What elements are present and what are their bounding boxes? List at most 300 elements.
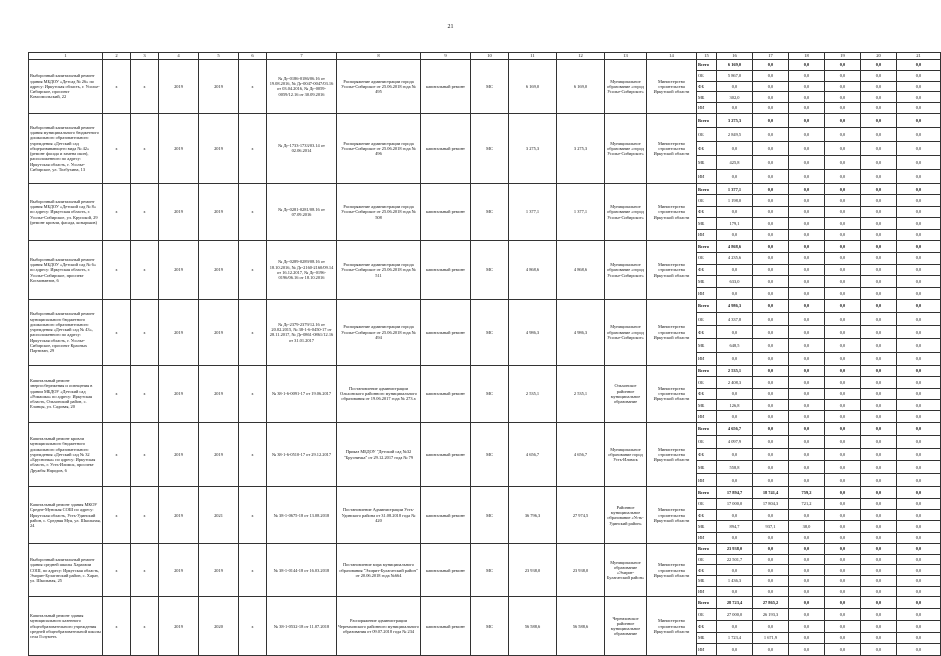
expertise-doc: № Дг-0281-0281/08.16 от 07.09.2016 — [267, 183, 337, 240]
year-end: 2019 — [199, 299, 239, 365]
funding-amount: 0,0 — [897, 544, 941, 555]
funding-amount: 0,0 — [897, 141, 941, 155]
funding-amount: 0,0 — [753, 565, 789, 576]
funding-amount: 0,0 — [717, 229, 753, 240]
funding-amount: 0,0 — [789, 141, 825, 155]
funding-amount: 0,0 — [717, 264, 753, 276]
funding-amount: 0,0 — [897, 435, 941, 448]
column-number: 11 — [509, 53, 557, 60]
funding-amount: 0,0 — [789, 264, 825, 276]
funding-amount: 0,0 — [897, 183, 941, 194]
funding-amount: 0,0 — [861, 448, 897, 461]
funding-amount: 0,0 — [897, 352, 941, 365]
funding-source: ИИ — [697, 474, 717, 487]
funding-source: Всего — [697, 60, 717, 71]
funding-amount: 0,0 — [897, 206, 941, 217]
funding-amount: 0,0 — [717, 510, 753, 521]
funding-amount: 0,0 — [753, 103, 789, 114]
responsible-ministry: Министерство строительства Иркутской области — [647, 299, 697, 365]
funding-source: ОБ — [697, 435, 717, 448]
funding-amount: 0,0 — [897, 365, 941, 376]
estimated-cost: 4 986,3 — [509, 299, 557, 365]
funding-amount: 0,0 — [897, 377, 941, 388]
funding-amount: 937,1 — [753, 521, 789, 532]
funding-amount: 1 671,9 — [753, 632, 789, 644]
funding-source: Всего — [697, 597, 717, 609]
funding-amount: 0,0 — [789, 276, 825, 288]
funding-source: МБ — [697, 218, 717, 229]
work-type: капитальный ремонт — [421, 487, 471, 544]
funding-amount: 18 741,4 — [753, 487, 789, 498]
funding-amount: 0,0 — [789, 339, 825, 352]
funding-amount: 302,0 — [717, 92, 753, 103]
remaining-cost: 6 169,0 — [557, 60, 605, 114]
year-start: 2019 — [159, 240, 199, 299]
funding-amount: 1 377,1 — [717, 183, 753, 194]
cell-x: х — [239, 544, 267, 597]
expertise-doc: № Дг-0289-0289/08.16 от 18.10.2016, № Дг-2160-2160/09.14 от 16.12.2017, № Дг-0196-0196/06.16 от 18.10.2016 — [267, 240, 337, 299]
funding-amount: 0,0 — [789, 195, 825, 206]
funding-amount: 2 535,1 — [717, 365, 753, 376]
responsible-ministry: Министерство строительства Иркутской области — [647, 487, 697, 544]
funding-amount: 0,0 — [897, 422, 941, 435]
funding-amount: 23 938,0 — [717, 544, 753, 555]
estimated-cost: 6 169,0 — [509, 60, 557, 114]
funding-amount: 0,0 — [825, 510, 861, 521]
responsible-ministry: Министерство строительства Иркутской области — [647, 240, 697, 299]
responsible-ministry: Министерство строительства Иркутской области — [647, 422, 697, 486]
funding-amount: 0,0 — [897, 81, 941, 92]
funding-amount: 0,0 — [861, 474, 897, 487]
funding-amount: 179,1 — [717, 218, 753, 229]
funding-amount: 0,0 — [717, 388, 753, 399]
funding-source: ОБ — [697, 498, 717, 509]
cell-x: х — [131, 113, 159, 183]
funding-source: ИИ — [697, 169, 717, 183]
estimated-cost: 1 377,1 — [509, 183, 557, 240]
funding-amount: 0,0 — [861, 169, 897, 183]
funding-amount: 0,0 — [825, 218, 861, 229]
funding-amount: 0,0 — [789, 461, 825, 474]
funding-amount: 0,0 — [753, 169, 789, 183]
funding-amount: 0,0 — [897, 576, 941, 587]
funding-amount: 0,0 — [789, 411, 825, 422]
funding-amount: 0,0 — [825, 597, 861, 609]
funding-amount: 0,0 — [825, 644, 861, 656]
funding-source: ИИ — [697, 411, 717, 422]
funding-amount: 0,0 — [897, 339, 941, 352]
funding-amount: 0,0 — [753, 620, 789, 632]
funding-amount: 0,0 — [717, 81, 753, 92]
funding-amount: 27 000,0 — [717, 608, 753, 620]
column-number-row — [29, 53, 941, 60]
funding-amount: 17 804,3 — [753, 498, 789, 509]
municipality: Муниципальное образование «город Усолье-Сибирское» — [605, 240, 647, 299]
column-number: 7 — [267, 53, 337, 60]
responsible-ministry: Министерство строительства Иркутской области — [647, 60, 697, 114]
funding-amount: 0,0 — [897, 103, 941, 114]
funding-amount: 0,0 — [861, 388, 897, 399]
object-name: Выборочный капитальный ремонт здания МБДОУ «Детский сад № 8» по адресу: Иркутская область, г. Усолье-Сибирское, ул. Крупской, 29 (ремонт кровли, фасада, козырьков) — [29, 183, 103, 240]
funding-amount: 0,0 — [897, 411, 941, 422]
funding-amount: 0,0 — [897, 620, 941, 632]
object-name: Капитальный ремонт здания МКОУ Средне-Мунокая СОШ по адресу: Иркутская область, Усть-Удинский район, с. Средняя Муя, ул. Школьная, 24 — [29, 487, 103, 544]
funding-amount: 0,0 — [861, 81, 897, 92]
funding-source: ФБ — [697, 206, 717, 217]
funding-amount: 0,0 — [753, 510, 789, 521]
funding-amount: 0,0 — [825, 103, 861, 114]
column-number: 3 — [131, 53, 159, 60]
funding-source: МБ — [697, 632, 717, 644]
funding-amount: 0,0 — [897, 299, 941, 312]
funding-amount: 648,5 — [717, 339, 753, 352]
funding-amount: 2 408,3 — [717, 377, 753, 388]
year-end: 2019 — [199, 422, 239, 486]
cell-x: х — [239, 365, 267, 422]
funding-source: МБ — [697, 400, 717, 411]
remaining-cost: 27 974,5 — [557, 487, 605, 544]
funding-amount: 0,0 — [789, 92, 825, 103]
funding-amount: 0,0 — [825, 339, 861, 352]
funding-amount: 0,0 — [789, 127, 825, 141]
cell-x: х — [131, 487, 159, 544]
responsible-ministry: Министерство строительства Иркутской области — [647, 183, 697, 240]
funding-amount: 0,0 — [753, 377, 789, 388]
funding-source: Всего — [697, 183, 717, 194]
funding-amount: 38,0 — [789, 521, 825, 532]
funding-source: Всего — [697, 422, 717, 435]
funding-amount: 0,0 — [861, 127, 897, 141]
funding-amount: 0,0 — [861, 608, 897, 620]
funding-amount: 0,0 — [753, 339, 789, 352]
expertise-doc: № 38-1-6-0091-17 от 19.06.2017 — [267, 365, 337, 422]
funding-source: ФБ — [697, 264, 717, 276]
year-start: 2019 — [159, 422, 199, 486]
year-end: 2019 — [199, 544, 239, 597]
funding-amount: 0,0 — [897, 554, 941, 565]
funding-amount: 0,0 — [717, 474, 753, 487]
cell-x: х — [103, 487, 131, 544]
cell-x: х — [103, 597, 131, 656]
municipality: Черемховское районное муниципальное образование — [605, 597, 647, 656]
investment-table — [28, 52, 941, 656]
funding-amount: 0,0 — [897, 388, 941, 399]
funding-amount: 0,0 — [753, 252, 789, 264]
funding-amount: 0,0 — [825, 206, 861, 217]
funding-amount: 3 275,3 — [717, 113, 753, 127]
funding-amount: 0,0 — [825, 620, 861, 632]
remaining-cost: 4 868,6 — [557, 240, 605, 299]
column-number: 12 — [557, 53, 605, 60]
funding-amount: 0,0 — [897, 461, 941, 474]
funding-amount: 0,0 — [861, 597, 897, 609]
funding-amount: 0,0 — [861, 206, 897, 217]
funding-amount: 0,0 — [825, 521, 861, 532]
funding-amount: 0,0 — [717, 620, 753, 632]
cell-x: х — [131, 60, 159, 114]
funding-amount: 0,0 — [825, 435, 861, 448]
funding-amount: 0,0 — [753, 195, 789, 206]
funding-amount: 0,0 — [753, 60, 789, 71]
funding-source: ИИ — [697, 644, 717, 656]
decision-basis: Распоряжение администрации города Усолье-Сибирское от 25.06.2018 года № 495 — [337, 60, 421, 114]
funding-amount: 0,0 — [789, 597, 825, 609]
funding-amount: 0,0 — [861, 565, 897, 576]
funding-source: ИИ — [697, 532, 717, 543]
object-name: Капитальный ремонт кровли муниципального бюджетного дошкольного образовательного учреждения «Детский сад № 32 «Брусничка» по адресу: Иркутская область, г. Усть-Илимск, проспект Дружбы Народов, 6 — [29, 422, 103, 486]
work-type: капитальный ремонт — [421, 422, 471, 486]
funding-source: МБ — [697, 339, 717, 352]
funding-source: Всего — [697, 113, 717, 127]
funding-amount: 0,0 — [825, 326, 861, 339]
funding-amount: 0,0 — [861, 183, 897, 194]
object-name: Выборочный капитальный ремонт здания МБДОУ «Детский сад № 6» по адресу: Иркутская область, г. Усолье-Сибирское, проспект Космонавтов, 6 — [29, 240, 103, 299]
funding-amount: 0,0 — [861, 339, 897, 352]
funding-amount: 0,0 — [861, 461, 897, 474]
funding-source: МБ — [697, 576, 717, 587]
funding-amount: 1 436,3 — [717, 576, 753, 587]
municipality: Ольхонское районное муниципальное образование — [605, 365, 647, 422]
funding-source: ФБ — [697, 448, 717, 461]
funding-amount: 0,0 — [897, 565, 941, 576]
funding-amount: 0,0 — [717, 565, 753, 576]
funding-amount: 0,0 — [861, 554, 897, 565]
funding-source: МБ — [697, 521, 717, 532]
funding-amount: 0,0 — [717, 326, 753, 339]
funding-amount: 0,0 — [717, 352, 753, 365]
funding-source: ФБ — [697, 510, 717, 521]
funding-source: ОБ — [697, 127, 717, 141]
funding-amount: 894,7 — [717, 521, 753, 532]
column-number: 6 — [239, 53, 267, 60]
funding-amount: 0,0 — [825, 264, 861, 276]
funding-source: ИИ — [697, 229, 717, 240]
column-number: 16 — [717, 53, 753, 60]
funding-source: ФБ — [697, 565, 717, 576]
expertise-doc: № 38-1-6-0510-17 от 29.12.2017 — [267, 422, 337, 486]
funding-amount: 4 868,6 — [717, 240, 753, 252]
funding-amount: 22 501,7 — [717, 554, 753, 565]
funding-amount: 0,0 — [789, 377, 825, 388]
expertise-doc: № Дг-2379-2379/12.16 от 20.02.2015, № 38-1-6-0450-17 от 28.11.2017, № Дг-0861-0861/12.16 от 31.01.2017 — [267, 299, 337, 365]
funding-amount: 0,0 — [789, 288, 825, 300]
funding-amount: 0,0 — [789, 352, 825, 365]
decision-basis: Распоряжение администрации Черемховского районного муниципального образования от 09.07.2018 года № 234 — [337, 597, 421, 656]
year-start: 2019 — [159, 299, 199, 365]
funding-amount: 0,0 — [753, 352, 789, 365]
expertise-doc: № 38-1-0144-18 от 16.03.2018 — [267, 544, 337, 597]
cell-x: х — [103, 183, 131, 240]
year-start: 2019 — [159, 544, 199, 597]
column-number: 5 — [199, 53, 239, 60]
funding-amount: 28 723,4 — [717, 597, 753, 609]
funding-amount: 0,0 — [753, 127, 789, 141]
expertise-doc: № 38-1-0532-18 от 11.07.2018 — [267, 597, 337, 656]
decision-basis: Постановление мэра муниципального образования "Эхирит-Булагатский район" от 20.06.2018 года №664 — [337, 544, 421, 597]
funding-amount: 0,0 — [897, 229, 941, 240]
funding-amount: 0,0 — [861, 498, 897, 509]
funding-source: ФБ — [697, 620, 717, 632]
funding-amount: 4 097,9 — [717, 435, 753, 448]
municipality: Муниципальное образование «город Усолье-Сибирское» — [605, 113, 647, 183]
funding-amount: 0,0 — [753, 81, 789, 92]
funding-amount: 0,0 — [861, 288, 897, 300]
object-name: Выборочный капитальный ремонт здания муниципального бюджетного дошкольного образовательного учреждения «Детский сад общеразвивающего вида № 42» (ремонт фасада и замена окон), расположенного по адресу: Иркутская область, г. Усолье-Сибирское, ул. Толбухина, 13 — [29, 113, 103, 183]
estimated-cost: 4 868,6 — [509, 240, 557, 299]
decision-basis: Приказ МБДОУ "Детский сад №32 "Брусничка" от 29.12.2017 года № 79 — [337, 422, 421, 486]
funding-amount: 0,0 — [717, 141, 753, 155]
funding-amount: 0,0 — [789, 400, 825, 411]
funding-amount: 0,0 — [897, 113, 941, 127]
funding-amount: 0,0 — [789, 510, 825, 521]
funding-source: ОБ — [697, 313, 717, 326]
cell-x: х — [131, 544, 159, 597]
funding-source: ИИ — [697, 103, 717, 114]
funding-source: Всего — [697, 299, 717, 312]
funding-amount: 0,0 — [861, 264, 897, 276]
funding-amount: 0,0 — [789, 532, 825, 543]
funding-amount: 0,0 — [753, 113, 789, 127]
owner-form: МС — [471, 60, 509, 114]
table-row — [29, 183, 941, 194]
funding-amount: 0,0 — [861, 60, 897, 71]
funding-amount: 0,0 — [753, 554, 789, 565]
owner-form: МС — [471, 113, 509, 183]
funding-amount: 0,0 — [825, 155, 861, 169]
funding-source: ИИ — [697, 352, 717, 365]
funding-amount: 0,0 — [861, 141, 897, 155]
cell-x: х — [239, 299, 267, 365]
table-row — [29, 240, 941, 252]
funding-amount: 0,0 — [861, 377, 897, 388]
funding-amount: 0,0 — [753, 586, 789, 597]
funding-amount: 0,0 — [825, 276, 861, 288]
estimated-cost: 23 938,0 — [509, 544, 557, 597]
funding-amount: 0,0 — [825, 461, 861, 474]
funding-amount: 4 235,6 — [717, 252, 753, 264]
funding-amount: 0,0 — [861, 544, 897, 555]
funding-amount: 0,0 — [717, 532, 753, 543]
funding-amount: 0,0 — [753, 70, 789, 81]
funding-amount: 0,0 — [861, 400, 897, 411]
funding-amount: 0,0 — [717, 169, 753, 183]
funding-amount: 0,0 — [897, 127, 941, 141]
year-end: 2019 — [199, 183, 239, 240]
funding-source: ФБ — [697, 326, 717, 339]
cell-x: х — [239, 60, 267, 114]
year-start: 2019 — [159, 60, 199, 114]
year-start: 2019 — [159, 113, 199, 183]
funding-amount: 0,0 — [753, 544, 789, 555]
cell-x: х — [131, 299, 159, 365]
funding-amount: 0,0 — [789, 70, 825, 81]
funding-amount: 4 656,7 — [717, 422, 753, 435]
funding-amount: 0,0 — [825, 632, 861, 644]
funding-amount: 0,0 — [789, 60, 825, 71]
funding-amount: 0,0 — [861, 252, 897, 264]
municipality: Муниципальное образование «город Усолье-Сибирское» — [605, 299, 647, 365]
funding-amount: 0,0 — [825, 288, 861, 300]
funding-source: Всего — [697, 544, 717, 555]
responsible-ministry: Министерство строительства Иркутской области — [647, 544, 697, 597]
funding-amount: 0,0 — [753, 411, 789, 422]
funding-amount: 0,0 — [897, 532, 941, 543]
estimated-cost: 36 796,3 — [509, 487, 557, 544]
remaining-cost: 4 986,3 — [557, 299, 605, 365]
funding-amount: 0,0 — [789, 169, 825, 183]
funding-amount: 0,0 — [717, 103, 753, 114]
funding-amount: 0,0 — [861, 299, 897, 312]
funding-amount: 0,0 — [897, 498, 941, 509]
funding-amount: 0,0 — [897, 252, 941, 264]
column-number: 9 — [421, 53, 471, 60]
owner-form: МС — [471, 183, 509, 240]
funding-amount: 0,0 — [861, 92, 897, 103]
funding-amount: 0,0 — [717, 644, 753, 656]
funding-amount: 0,0 — [753, 422, 789, 435]
remaining-cost: 4 656,7 — [557, 422, 605, 486]
cell-x: х — [103, 60, 131, 114]
funding-amount: 0,0 — [825, 229, 861, 240]
funding-amount: 0,0 — [897, 400, 941, 411]
decision-basis: Распоряжение администрации города Усолье-Сибирское от 25.06.2018 года № 511 — [337, 240, 421, 299]
funding-amount: 0,0 — [789, 218, 825, 229]
remaining-cost: 3 275,3 — [557, 113, 605, 183]
funding-amount: 0,0 — [753, 435, 789, 448]
funding-amount: 759,2 — [789, 487, 825, 498]
year-end: 2019 — [199, 365, 239, 422]
funding-amount: 0,0 — [861, 576, 897, 587]
cell-x: х — [103, 422, 131, 486]
funding-amount: 0,0 — [897, 632, 941, 644]
funding-amount: 0,0 — [825, 608, 861, 620]
column-number: 20 — [861, 53, 897, 60]
column-number: 2 — [103, 53, 131, 60]
decision-basis: Постановление администрации Ольхонского районного муниципального образования от 19.06.2017 года № 273 а — [337, 365, 421, 422]
funding-amount: 0,0 — [789, 632, 825, 644]
funding-amount: 0,0 — [789, 252, 825, 264]
funding-amount: 0,0 — [789, 206, 825, 217]
funding-amount: 0,0 — [861, 435, 897, 448]
funding-amount: 558,8 — [717, 461, 753, 474]
object-name: Выборочный капитальный ремонт здания МБДОУ «Детсад № 26» по адресу: Иркутская область, г. Усолье-Сибирское, проспект Комсомольский, 22 — [29, 60, 103, 114]
table-row — [29, 487, 941, 498]
remaining-cost: 2 535,1 — [557, 365, 605, 422]
table-row — [29, 597, 941, 609]
year-start: 2019 — [159, 487, 199, 544]
remaining-cost: 1 377,1 — [557, 183, 605, 240]
column-number: 19 — [825, 53, 861, 60]
funding-amount: 0,0 — [753, 276, 789, 288]
funding-amount: 0,0 — [753, 388, 789, 399]
funding-amount: 0,0 — [825, 313, 861, 326]
work-type: капитальный ремонт — [421, 597, 471, 656]
funding-source: МБ — [697, 92, 717, 103]
cell-x: х — [239, 240, 267, 299]
funding-amount: 0,0 — [789, 576, 825, 587]
estimated-cost: 3 275,3 — [509, 113, 557, 183]
funding-amount: 0,0 — [753, 155, 789, 169]
funding-amount: 0,0 — [789, 435, 825, 448]
funding-amount: 0,0 — [897, 510, 941, 521]
funding-source: ОБ — [697, 377, 717, 388]
funding-amount: 0,0 — [753, 229, 789, 240]
funding-amount: 0,0 — [789, 299, 825, 312]
funding-amount: 0,0 — [825, 411, 861, 422]
funding-amount: 0,0 — [825, 141, 861, 155]
funding-amount: 0,0 — [753, 474, 789, 487]
municipality: Муниципальное образование город Усть-Илимск — [605, 422, 647, 486]
